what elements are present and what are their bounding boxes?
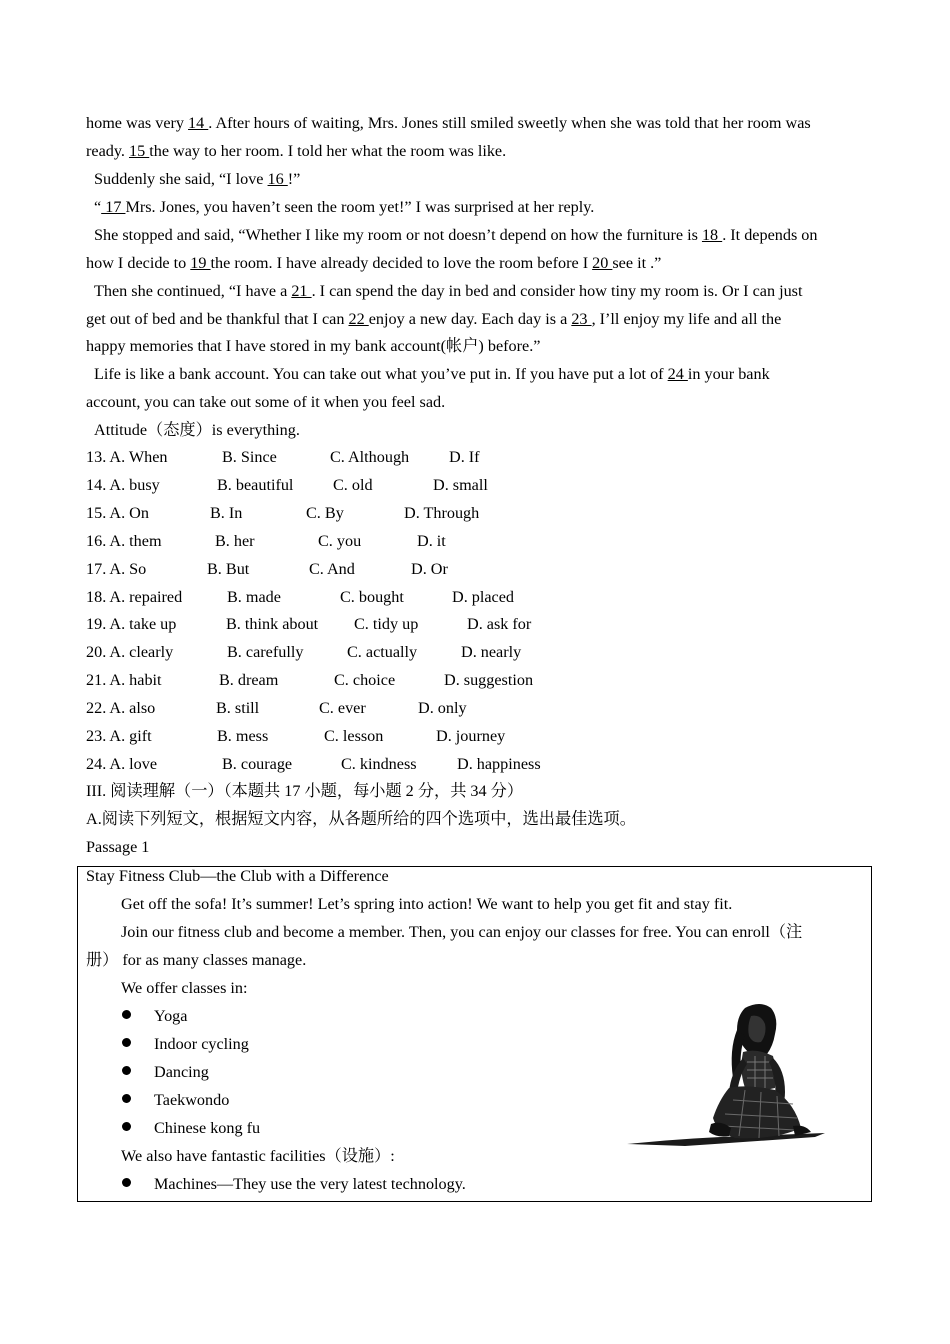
blank-16: 16 xyxy=(267,170,288,188)
option-b: B. In xyxy=(210,503,243,522)
blank-17: 17 xyxy=(101,198,126,216)
option-c: C. actually xyxy=(347,643,418,662)
option-a: 16. A. them xyxy=(86,531,162,550)
option-d: D. ask for xyxy=(467,615,532,634)
ad-paragraph: Get off the sofa! It’s summer! Let’s spring into action! We want to help you get fit and stay fit. xyxy=(121,895,733,913)
option-c: C. choice xyxy=(334,671,396,690)
option-b: B. Since xyxy=(222,448,277,466)
option-a: 14. A. busy xyxy=(86,475,160,494)
option-a: 17. A. So xyxy=(86,559,147,578)
passage-line: “ 17 Mrs. Jones, you haven’t seen the room yet!” I was surprised at her reply. xyxy=(94,198,595,216)
option-a: 24. A. love xyxy=(86,754,158,773)
class-item: Chinese kong fu xyxy=(154,1119,261,1137)
passage-line: how I decide to 19 the room. I have already decided to love the room before I 20 see it .” xyxy=(86,254,662,272)
blank-23: 23 xyxy=(571,310,592,328)
facility-item: Machines—They use the very latest technology. xyxy=(154,1175,466,1193)
passage-line: ready. 15 the way to her room. I told her what the room was like. xyxy=(86,142,507,160)
option-b: B. made xyxy=(227,587,281,606)
option-c: C. you xyxy=(318,531,362,550)
class-item: Yoga xyxy=(154,1007,188,1025)
option-b: B. her xyxy=(215,531,255,550)
option-c: C. lesson xyxy=(324,727,384,745)
option-b: B. carefully xyxy=(227,643,304,662)
blank-15: 15 xyxy=(129,142,150,160)
blank-24: 24 xyxy=(667,365,688,383)
class-item: Indoor cycling xyxy=(154,1035,249,1053)
section-instruction: A.阅读下列短文，根据短文内容，从各题所给的四个选项中，选出最佳选项。 xyxy=(86,810,636,828)
passage-label: Passage 1 xyxy=(86,838,150,856)
option-d: D. it xyxy=(417,531,446,550)
option-a: 23. A. gift xyxy=(86,727,152,745)
option-d: D. small xyxy=(433,475,488,494)
option-d: D. Or xyxy=(411,559,448,578)
facilities-intro: We also have fantastic facilities（设施）: xyxy=(121,1147,395,1165)
classes-intro: We offer classes in: xyxy=(121,979,248,997)
option-c: C. Although xyxy=(330,448,410,466)
option-c: C. bought xyxy=(340,587,404,606)
option-a: 15. A. On xyxy=(86,503,149,522)
class-item: Dancing xyxy=(154,1063,209,1081)
bullet-icon xyxy=(122,1178,131,1187)
option-b: B. But xyxy=(207,559,250,578)
option-c: C. By xyxy=(306,503,344,522)
option-b: B. courage xyxy=(222,754,293,773)
bullet-icon xyxy=(122,1010,131,1019)
passage-line: home was very 14 . After hours of waiting, Mrs. Jones still smiled sweetly when she was told that her room was xyxy=(86,114,811,132)
passage-line: Suddenly she said, “I love 16 !” xyxy=(94,170,301,188)
yoga-woman-illustration xyxy=(625,1000,830,1150)
ad-title: Stay Fitness Club—the Club with a Difference xyxy=(86,867,389,885)
option-d: D. happiness xyxy=(457,754,541,773)
option-d: D. If xyxy=(449,448,480,466)
bullet-icon xyxy=(122,1094,131,1103)
passage-line: get out of bed and be thankful that I can 22 enjoy a new day. Each day is a 23 , I’ll enjoy my life and all the xyxy=(86,310,782,328)
option-c: C. ever xyxy=(319,699,366,718)
option-c: C. And xyxy=(309,559,355,578)
option-a: 19. A. take up xyxy=(86,615,177,634)
bullet-icon xyxy=(122,1122,131,1131)
passage-line: Then she continued, “I have a 21 . I can spend the day in bed and consider how tiny my room is. Or I can just xyxy=(94,282,803,300)
option-d: D. nearly xyxy=(461,643,522,662)
blank-22: 22 xyxy=(348,310,369,328)
option-c: C. old xyxy=(333,475,373,494)
option-d: D. Through xyxy=(404,503,480,522)
option-b: B. beautiful xyxy=(217,475,294,494)
option-b: B. still xyxy=(216,699,260,718)
bullet-icon xyxy=(122,1038,131,1047)
option-a: 13. A. When xyxy=(86,448,168,466)
option-c: C. kindness xyxy=(341,754,417,773)
option-a: 22. A. also xyxy=(86,699,156,718)
option-b: B. think about xyxy=(226,615,319,634)
passage-line: She stopped and said, “Whether I like my room or not doesn’t depend on how the furniture is 18 . It depends on xyxy=(94,226,818,244)
option-a: 21. A. habit xyxy=(86,671,162,690)
passage-line: happy memories that I have stored in my bank account(帐户) before.” xyxy=(86,337,541,355)
passage-line: Attitude（态度）is everything. xyxy=(94,421,300,439)
blank-14: 14 xyxy=(188,114,209,132)
ad-paragraph: Join our fitness club and become a member. Then, you can enjoy our classes for free. You can enroll（注 xyxy=(121,923,803,941)
option-a: 20. A. clearly xyxy=(86,643,174,662)
class-item: Taekwondo xyxy=(154,1091,230,1109)
section-heading: III. 阅读理解（一）（本题共 17 小题，每小题 2 分，共 34 分） xyxy=(86,782,524,800)
blank-20: 20 xyxy=(592,254,613,272)
option-d: D. journey xyxy=(436,727,506,745)
option-d: D. suggestion xyxy=(444,671,534,690)
option-b: B. dream xyxy=(219,671,279,690)
option-d: D. placed xyxy=(452,587,515,606)
blank-18: 18 xyxy=(701,226,723,244)
option-a: 18. A. repaired xyxy=(86,587,183,606)
ad-paragraph: 册） for as many classes manage. xyxy=(86,951,307,969)
option-b: B. mess xyxy=(217,727,269,745)
bullet-icon xyxy=(122,1066,131,1075)
blank-21: 21 xyxy=(291,282,312,300)
option-d: D. only xyxy=(418,699,467,718)
passage-line: Life is like a bank account. You can take out what you’ve put in. If you have put a lot of 24 in your bank xyxy=(94,365,770,383)
passage-line: account, you can take out some of it when you feel sad. xyxy=(86,393,446,411)
blank-19: 19 xyxy=(190,254,211,272)
option-c: C. tidy up xyxy=(354,615,419,634)
